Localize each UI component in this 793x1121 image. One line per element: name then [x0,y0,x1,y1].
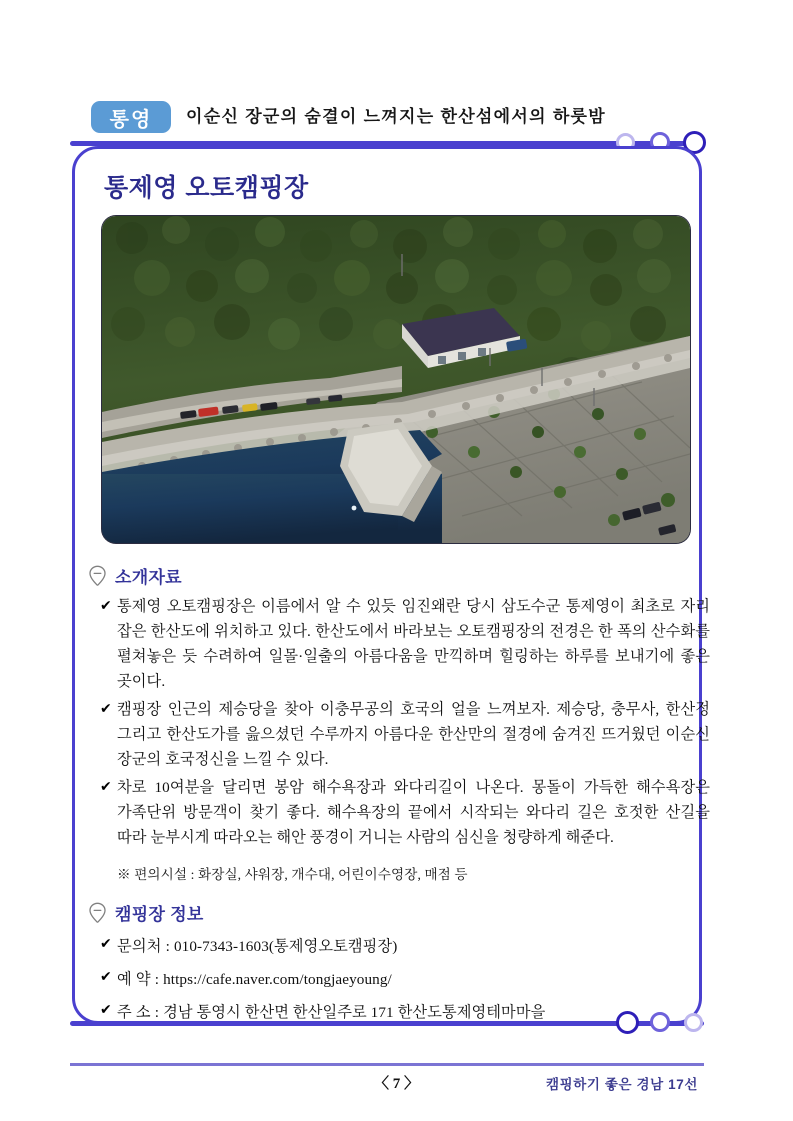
header-subtitle: 이순신 장군의 숨결이 느껴지는 한산섬에서의 하룻밤 [186,107,606,126]
info-row-text [117,965,710,994]
list-item-text: 통제영 오토캠핑장은 이름에서 알 수 있듯 임진왜란 당시 삼도수군 통제영이 최초로 자리 잡은 한산도에 위치하고 있다. 한산도에서 바라보는 오토캠핑장의 전경은 한 폭의 산수화를 펼쳐놓은 듯 수려하여 일몰·일출의 아름다움을 만끽하며 힐링하는 하루를 보내기에 좋은 곳이다. [117,598,710,690]
list-item [100,775,710,850]
bottom-divider-rule [70,1021,704,1026]
footer-book-title: 캠핑하기 좋은 경남 17선 [545,1077,698,1092]
section-heading-intro-label: 소개자료 [115,568,182,587]
info-value-address: 경남 통영시 한산면 한산일주로 171 한산도통제영테마마을 [163,1004,546,1021]
list-item [100,697,710,772]
list-item-text: 차로 10여분을 달리면 봉암 해수욕장과 와다리길이 나온다. 몽돌이 가득한 해수욕장은 가족단위 방문객이 찾기 좋다. 해수욕장의 끝에서 시작되는 와다리 길은 호젓한 산길을 따라 눈부시게 따라오는 해안 풍경이 거니는 사람의 심신을 청량하게 해준다. [117,779,710,846]
page-title: 통제영 오토캠핑장 [104,174,309,202]
info-value-reservation-url[interactable]: https://cafe.naver.com/tongjaeyoung/ [163,971,392,988]
info-row-reservation [100,965,710,994]
section-heading-info-label: 캠핑장 정보 [115,905,204,924]
check-bullet-icon: ✔ [100,936,112,952]
info-label-address: 주 소 : [117,1004,160,1021]
info-row-contact [100,932,710,961]
region-badge: 통영 [91,101,171,133]
footer-page-number: 〈 7 〉 [373,1076,419,1092]
intro-list [100,594,710,883]
campground-aerial-photo [102,216,690,543]
info-value-contact: 010-7343-1603(통제영오토캠핑장) [173,938,398,955]
decor-circle-dark [616,1011,639,1034]
decor-circle-medium [650,1012,670,1032]
check-bullet-icon: ✔ [100,1002,112,1018]
check-bullet-icon: ✔ [100,701,112,717]
check-bullet-icon: ✔ [100,598,112,614]
facilities-note: ※ 편의시설 : 화장실, 샤워장, 개수대, 어린이수영장, 매점 등 [117,867,468,882]
section-heading-intro [88,563,182,588]
info-label-reservation: 예 약 : [117,971,160,988]
list-item [100,594,710,694]
check-bullet-icon: ✔ [100,969,112,985]
map-pin-icon [88,565,107,587]
check-bullet-icon: ✔ [100,779,112,795]
map-pin-icon [88,902,107,924]
footer-divider [70,1063,704,1066]
section-heading-info [88,900,204,925]
list-item-text: 캠핑장 인근의 제승당을 찾아 이충무공의 호국의 얼을 느껴보자. 제승당, 충무사, 한산정 그리고 한산도가를 읊으셨던 수루까지 아름다운 한산만의 절경에 숨겨진 뜨거웠던 이순신 장군의 호국정신을 느낄 수 있다. [117,701,710,768]
info-label-contact: 문의처 : [117,938,171,955]
info-row-text [117,932,710,961]
decor-circle-light [684,1013,703,1032]
